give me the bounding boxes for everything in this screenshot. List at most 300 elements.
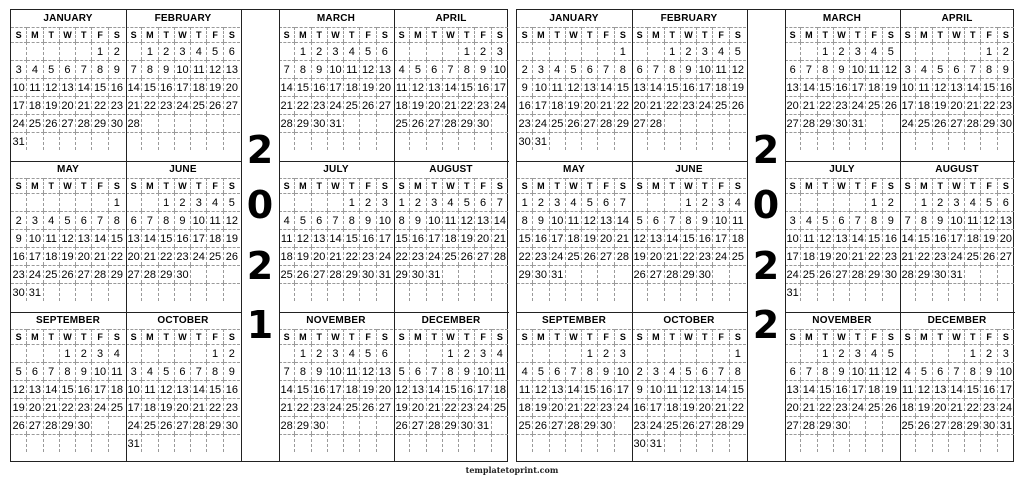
empty-day-cell (517, 42, 533, 60)
year-digit: 2 (246, 244, 274, 288)
day-cell: 28 (92, 265, 108, 283)
empty-day-cell (76, 193, 92, 211)
weekday-header: T (459, 329, 475, 344)
weekday-header: S (900, 329, 916, 344)
empty-day-cell (713, 114, 729, 132)
day-cell: 15 (109, 229, 125, 247)
day-cell: 14 (949, 380, 965, 398)
weekday-header: W (443, 178, 459, 193)
month-grid (11, 27, 125, 150)
day-cell: 24 (191, 247, 207, 265)
empty-day-cell (191, 344, 207, 362)
day-cell: 18 (443, 229, 459, 247)
day-cell: 27 (785, 416, 801, 434)
day-cell: 12 (916, 380, 932, 398)
weekday-header: S (517, 329, 533, 344)
day-cell: 23 (11, 265, 27, 283)
weekday-header: T (427, 178, 443, 193)
day-cell: 15 (142, 78, 158, 96)
day-cell: 15 (665, 78, 681, 96)
weekday-header: S (883, 178, 899, 193)
empty-day-cell (344, 283, 360, 301)
month-grid (785, 27, 899, 150)
day-cell: 18 (900, 398, 916, 416)
day-cell: 30 (598, 416, 614, 434)
empty-day-cell (665, 193, 681, 211)
day-cell: 22 (295, 398, 311, 416)
weekday-header: W (834, 329, 850, 344)
day-cell: 7 (427, 362, 443, 380)
weekday-header: M (916, 178, 932, 193)
weekday-header: T (44, 329, 60, 344)
empty-day-cell (533, 42, 549, 60)
day-cell: 2 (933, 193, 949, 211)
day-cell: 23 (883, 247, 899, 265)
empty-day-cell (900, 434, 916, 452)
day-cell: 21 (427, 398, 443, 416)
month-grid (632, 178, 746, 301)
day-cell: 12 (295, 229, 311, 247)
month-name: OCTOBER (157, 315, 209, 326)
day-cell: 8 (159, 211, 175, 229)
empty-day-cell (360, 416, 376, 434)
weekday-header: T (312, 178, 328, 193)
day-cell: 12 (730, 60, 746, 78)
day-cell: 19 (11, 398, 27, 416)
empty-day-cell (344, 114, 360, 132)
day-cell: 22 (981, 96, 997, 114)
day-cell: 22 (730, 398, 746, 416)
day-cell: 13 (949, 78, 965, 96)
day-cell: 26 (933, 114, 949, 132)
weekday-header: T (427, 329, 443, 344)
day-cell: 22 (394, 247, 410, 265)
day-cell: 14 (44, 380, 60, 398)
empty-day-cell (632, 132, 648, 150)
month-grid (394, 27, 508, 150)
day-cell: 6 (697, 362, 713, 380)
month-name: FEBRUARY (660, 13, 718, 24)
empty-day-cell (191, 434, 207, 452)
month-name: JANUARY (549, 13, 599, 24)
month-november (785, 312, 899, 463)
day-cell: 7 (615, 193, 631, 211)
weekday-header: F (713, 27, 729, 42)
day-cell: 17 (27, 247, 43, 265)
day-cell: 2 (834, 42, 850, 60)
empty-day-cell (697, 132, 713, 150)
day-cell: 7 (900, 211, 916, 229)
day-cell: 3 (427, 193, 443, 211)
day-cell: 6 (175, 362, 191, 380)
weekday-header: T (344, 178, 360, 193)
day-cell: 15 (159, 229, 175, 247)
day-cell: 16 (360, 229, 376, 247)
weekday-header: W (949, 27, 965, 42)
day-cell: 20 (475, 229, 491, 247)
empty-day-cell (492, 416, 508, 434)
empty-day-cell (582, 283, 598, 301)
weekday-header: M (295, 178, 311, 193)
day-cell: 13 (475, 211, 491, 229)
weekday-header: S (785, 329, 801, 344)
day-cell: 11 (566, 211, 582, 229)
day-cell: 24 (998, 398, 1014, 416)
month-may (517, 161, 631, 312)
day-cell: 12 (360, 362, 376, 380)
day-cell: 30 (312, 416, 328, 434)
day-cell: 16 (998, 78, 1014, 96)
day-cell: 12 (632, 229, 648, 247)
empty-day-cell (191, 265, 207, 283)
day-cell: 13 (598, 211, 614, 229)
month-name: JULY (829, 164, 855, 175)
empty-day-cell (632, 283, 648, 301)
day-cell: 17 (648, 398, 664, 416)
empty-day-cell (615, 416, 631, 434)
empty-day-cell (312, 434, 328, 452)
weekday-header: M (295, 27, 311, 42)
day-cell: 3 (328, 344, 344, 362)
day-cell: 14 (900, 229, 916, 247)
day-cell: 19 (933, 96, 949, 114)
weekday-header: W (328, 178, 344, 193)
weekday-header: W (681, 178, 697, 193)
empty-day-cell (801, 193, 817, 211)
day-cell: 6 (949, 60, 965, 78)
day-cell: 9 (517, 78, 533, 96)
day-cell: 25 (191, 96, 207, 114)
empty-day-cell (883, 416, 899, 434)
day-cell: 7 (279, 362, 295, 380)
day-cell: 7 (191, 362, 207, 380)
day-cell: 26 (883, 96, 899, 114)
weekday-header: S (126, 27, 142, 42)
day-cell: 29 (394, 265, 410, 283)
empty-day-cell (883, 283, 899, 301)
day-cell: 19 (818, 247, 834, 265)
day-cell: 19 (207, 78, 223, 96)
day-cell: 5 (410, 60, 426, 78)
day-cell: 18 (207, 229, 223, 247)
day-cell: 27 (126, 265, 142, 283)
weekday-header: F (981, 27, 997, 42)
empty-day-cell (377, 114, 393, 132)
weekday-header: F (92, 329, 108, 344)
day-cell: 4 (44, 211, 60, 229)
day-cell: 26 (981, 247, 997, 265)
day-cell: 22 (582, 398, 598, 416)
day-cell: 4 (713, 42, 729, 60)
day-cell: 7 (44, 362, 60, 380)
day-cell: 18 (279, 247, 295, 265)
day-cell: 10 (328, 60, 344, 78)
day-cell: 31 (475, 416, 491, 434)
day-cell: 24 (328, 96, 344, 114)
day-cell: 21 (191, 398, 207, 416)
day-cell: 28 (566, 416, 582, 434)
day-cell: 25 (900, 416, 916, 434)
day-cell: 30 (933, 265, 949, 283)
day-cell: 20 (312, 247, 328, 265)
day-cell: 19 (730, 78, 746, 96)
day-cell: 26 (394, 416, 410, 434)
empty-day-cell (27, 434, 43, 452)
empty-day-cell (648, 193, 664, 211)
day-cell: 17 (850, 78, 866, 96)
day-cell: 5 (295, 211, 311, 229)
empty-day-cell (328, 416, 344, 434)
day-cell: 11 (27, 78, 43, 96)
weekday-header: S (730, 329, 746, 344)
day-cell: 14 (801, 78, 817, 96)
day-cell: 21 (492, 229, 508, 247)
day-cell: 25 (801, 265, 817, 283)
day-cell: 12 (224, 211, 240, 229)
day-cell: 15 (981, 78, 997, 96)
day-cell: 27 (427, 114, 443, 132)
empty-day-cell (142, 132, 158, 150)
empty-day-cell (492, 114, 508, 132)
empty-day-cell (175, 344, 191, 362)
day-cell: 9 (159, 60, 175, 78)
day-cell: 14 (76, 78, 92, 96)
weekday-header: T (850, 27, 866, 42)
day-cell: 1 (730, 344, 746, 362)
day-cell: 28 (850, 265, 866, 283)
weekday-header: F (92, 178, 108, 193)
day-cell: 13 (648, 229, 664, 247)
weekday-header: F (866, 27, 882, 42)
month-grid (517, 178, 631, 301)
empty-day-cell (60, 283, 76, 301)
empty-day-cell (713, 265, 729, 283)
day-cell: 23 (981, 398, 997, 416)
day-cell: 11 (713, 60, 729, 78)
day-cell: 30 (175, 265, 191, 283)
day-cell: 19 (632, 247, 648, 265)
empty-day-cell (998, 265, 1014, 283)
empty-day-cell (965, 42, 981, 60)
day-cell: 18 (492, 380, 508, 398)
empty-day-cell (900, 344, 916, 362)
day-cell: 12 (981, 211, 997, 229)
day-cell: 30 (76, 416, 92, 434)
day-cell: 6 (312, 211, 328, 229)
day-cell: 9 (998, 60, 1014, 78)
day-cell: 29 (207, 416, 223, 434)
weekday-header: W (949, 329, 965, 344)
day-cell: 2 (76, 344, 92, 362)
day-cell: 29 (295, 416, 311, 434)
empty-day-cell (427, 132, 443, 150)
month-june (632, 161, 746, 312)
empty-day-cell (11, 434, 27, 452)
day-cell: 18 (109, 380, 125, 398)
day-cell: 25 (44, 265, 60, 283)
day-cell: 15 (60, 380, 76, 398)
day-cell: 11 (279, 229, 295, 247)
empty-day-cell (801, 344, 817, 362)
day-cell: 28 (648, 114, 664, 132)
day-cell: 18 (566, 229, 582, 247)
empty-day-cell (533, 344, 549, 362)
day-cell: 17 (492, 78, 508, 96)
day-cell: 6 (377, 344, 393, 362)
empty-day-cell (730, 114, 746, 132)
day-cell: 3 (492, 42, 508, 60)
empty-day-cell (883, 114, 899, 132)
day-cell: 6 (126, 211, 142, 229)
day-cell: 20 (550, 398, 566, 416)
empty-day-cell (697, 434, 713, 452)
day-cell: 11 (965, 211, 981, 229)
empty-day-cell (834, 434, 850, 452)
day-cell: 16 (883, 229, 899, 247)
day-cell: 11 (344, 60, 360, 78)
day-cell: 8 (459, 60, 475, 78)
day-cell: 16 (632, 398, 648, 416)
month-name: NOVEMBER (306, 315, 366, 326)
day-cell: 5 (44, 60, 60, 78)
day-cell: 19 (360, 78, 376, 96)
empty-day-cell (965, 283, 981, 301)
empty-day-cell (360, 434, 376, 452)
day-cell: 20 (410, 398, 426, 416)
day-cell: 17 (126, 398, 142, 416)
weekday-header: T (76, 178, 92, 193)
day-cell: 23 (109, 96, 125, 114)
day-cell: 31 (550, 265, 566, 283)
empty-day-cell (459, 434, 475, 452)
day-cell: 23 (933, 247, 949, 265)
day-cell: 7 (949, 362, 965, 380)
empty-day-cell (11, 344, 27, 362)
weekday-header: S (998, 178, 1014, 193)
day-cell: 23 (224, 398, 240, 416)
day-cell: 30 (517, 132, 533, 150)
weekday-header: S (632, 178, 648, 193)
day-cell: 23 (834, 96, 850, 114)
day-cell: 26 (360, 96, 376, 114)
empty-day-cell (697, 283, 713, 301)
day-cell: 31 (11, 132, 27, 150)
day-cell: 18 (730, 229, 746, 247)
weekday-header: M (648, 178, 664, 193)
weekday-header: M (27, 329, 43, 344)
empty-day-cell (681, 434, 697, 452)
day-cell: 11 (730, 211, 746, 229)
day-cell: 31 (328, 114, 344, 132)
day-cell: 17 (328, 78, 344, 96)
divider-line (517, 312, 747, 313)
empty-day-cell (681, 132, 697, 150)
empty-day-cell (44, 132, 60, 150)
year-digit: 1 (246, 303, 274, 347)
empty-day-cell (60, 42, 76, 60)
day-cell: 20 (175, 398, 191, 416)
day-cell: 8 (730, 362, 746, 380)
day-cell: 5 (533, 362, 549, 380)
empty-day-cell (328, 193, 344, 211)
weekday-header: S (11, 178, 27, 193)
month-name: MARCH (822, 13, 862, 24)
empty-day-cell (665, 283, 681, 301)
day-cell: 15 (394, 229, 410, 247)
empty-day-cell (785, 42, 801, 60)
day-cell: 28 (44, 416, 60, 434)
day-cell: 15 (207, 380, 223, 398)
weekday-header: T (697, 178, 713, 193)
empty-day-cell (27, 344, 43, 362)
weekday-header: T (191, 178, 207, 193)
empty-day-cell (60, 434, 76, 452)
day-cell: 25 (916, 114, 932, 132)
empty-day-cell (443, 265, 459, 283)
weekday-header: F (207, 178, 223, 193)
day-cell: 4 (665, 362, 681, 380)
day-cell: 11 (866, 362, 882, 380)
day-cell: 24 (475, 398, 491, 416)
day-cell: 28 (965, 114, 981, 132)
empty-day-cell (933, 283, 949, 301)
day-cell: 25 (866, 398, 882, 416)
day-cell: 31 (533, 132, 549, 150)
month-january (11, 10, 125, 161)
day-cell: 26 (818, 265, 834, 283)
day-cell: 8 (965, 362, 981, 380)
weekday-header: M (648, 329, 664, 344)
empty-day-cell (900, 193, 916, 211)
empty-day-cell (109, 434, 125, 452)
day-cell: 14 (443, 78, 459, 96)
month-name: DECEMBER (421, 315, 481, 326)
weekday-header: T (44, 27, 60, 42)
day-cell: 5 (981, 193, 997, 211)
day-cell: 12 (207, 60, 223, 78)
day-cell: 3 (533, 60, 549, 78)
day-cell: 2 (681, 42, 697, 60)
day-cell: 21 (648, 96, 664, 114)
day-cell: 12 (883, 60, 899, 78)
day-cell: 6 (224, 42, 240, 60)
weekday-header: T (76, 27, 92, 42)
day-cell: 13 (224, 60, 240, 78)
day-cell: 5 (459, 193, 475, 211)
day-cell: 17 (475, 380, 491, 398)
day-cell: 28 (492, 247, 508, 265)
empty-day-cell (785, 193, 801, 211)
day-cell: 10 (475, 362, 491, 380)
day-cell: 22 (207, 398, 223, 416)
day-cell: 5 (394, 362, 410, 380)
day-cell: 27 (377, 96, 393, 114)
day-cell: 26 (582, 247, 598, 265)
month-grid (517, 27, 631, 150)
weekday-header: S (492, 329, 508, 344)
day-cell: 30 (632, 434, 648, 452)
day-cell: 11 (550, 78, 566, 96)
day-cell: 11 (900, 380, 916, 398)
day-cell: 10 (492, 60, 508, 78)
empty-day-cell (818, 132, 834, 150)
day-cell: 3 (27, 211, 43, 229)
day-cell: 4 (866, 344, 882, 362)
day-cell: 20 (933, 398, 949, 416)
empty-day-cell (916, 42, 932, 60)
day-cell: 20 (785, 398, 801, 416)
day-cell: 31 (949, 265, 965, 283)
